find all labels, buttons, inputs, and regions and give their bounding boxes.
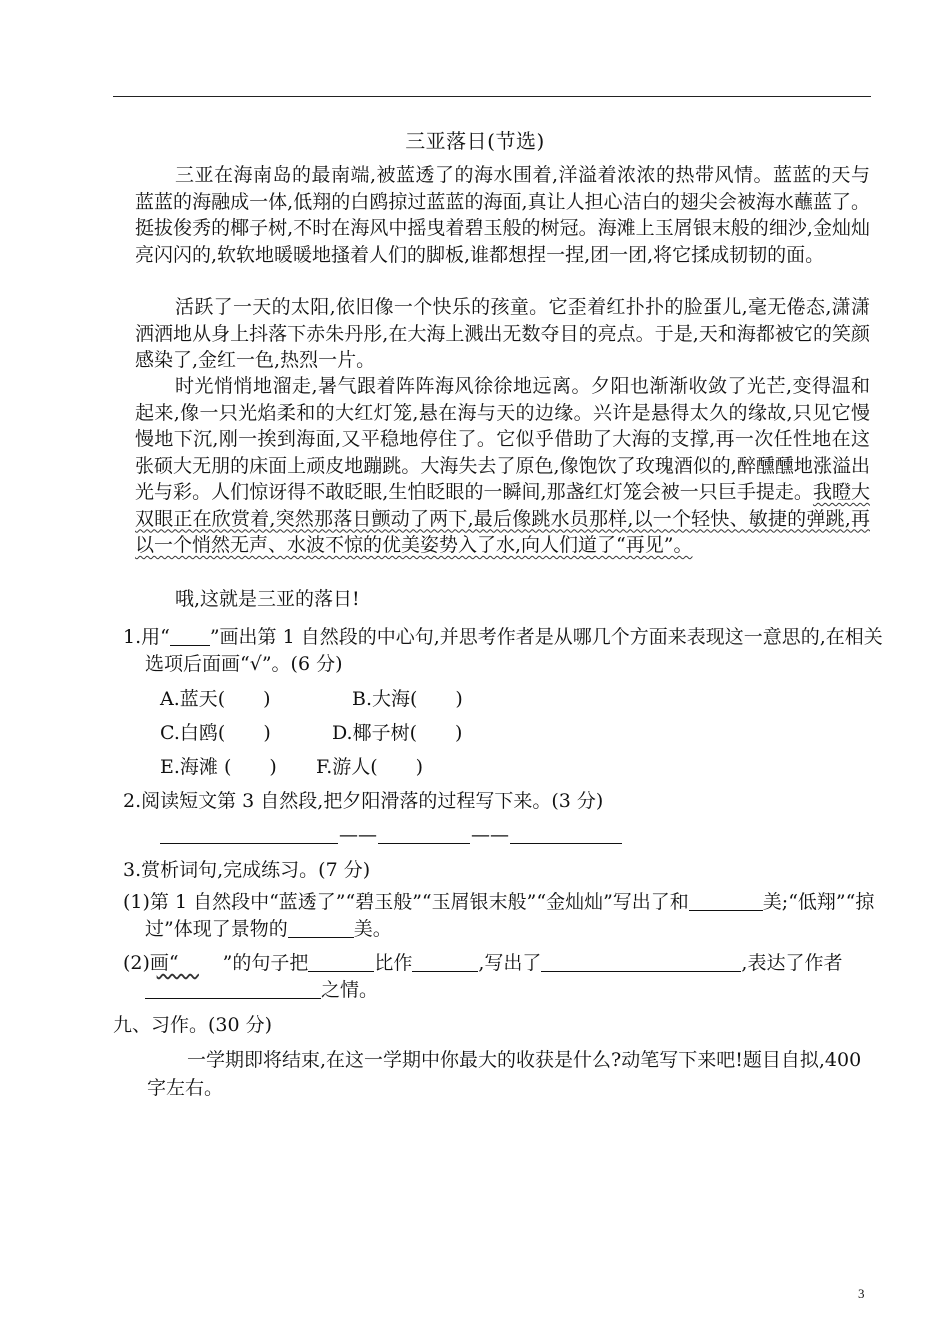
paragraph-2: 活跃了一天的太阳,依旧像一个快乐的孩童。它歪着红扑扑的脸蛋儿,毫无倦态,潇潇洒洒地从身上抖落下赤朱丹彤,在大海上溅出无数夺目的亮点。于是,天和海都被它的笑颜感染了,金红一色,热烈一片。 bbox=[135, 296, 870, 371]
underline-sample-blank bbox=[170, 625, 210, 646]
option-a[interactable]: A.蓝天( ) bbox=[160, 688, 271, 710]
answer-blank-3-2-a[interactable] bbox=[308, 951, 374, 972]
question-3-1-text-a: (1)第 1 自然段中“蓝透了”“碧玉般”“玉屑银末般”“金灿灿”写出了和 bbox=[123, 891, 689, 913]
section-9-heading: 九、习作。(30 分) bbox=[113, 1014, 273, 1036]
paragraph-4: 哦,这就是三亚的落日! bbox=[175, 588, 360, 610]
answer-blank-3-2-c[interactable] bbox=[541, 951, 741, 972]
section-9-prompt: 一学期即将结束,在这一学期中你最大的收获是什么?动笔写下来吧!题目自拟,400 字左右。 bbox=[147, 1049, 862, 1099]
wavy-line-sample bbox=[179, 953, 223, 971]
option-d[interactable]: D.椰子树( ) bbox=[332, 722, 463, 744]
passage-title: 三亚落日(节选) bbox=[405, 129, 545, 153]
answer-blank-3-1-b[interactable] bbox=[288, 917, 354, 938]
question-1 bbox=[123, 624, 895, 678]
question-3-2-text-f: 之情。 bbox=[321, 979, 379, 1001]
page-number: 3 bbox=[858, 1286, 865, 1301]
question-3-2-text-e: ,表达了作者 bbox=[741, 952, 843, 974]
answer-blank-3-2-d[interactable] bbox=[145, 978, 321, 999]
question-1-text-end: ”画出第 1 自然段的中心句,并思考作者是从哪几个方面来表现这一意思的,在相关选项后面画“√”。(6 分) bbox=[145, 626, 883, 675]
question-3: 3.赏析词句,完成练习。(7 分) bbox=[123, 859, 371, 881]
question-3-2-text-d: ,写出了 bbox=[478, 952, 542, 974]
question-3-2-text-c: 比作 bbox=[374, 952, 413, 974]
answer-blank-3-1-a[interactable] bbox=[689, 890, 763, 911]
option-b[interactable]: B.大海( ) bbox=[352, 688, 463, 710]
answer-blank-3[interactable] bbox=[510, 823, 622, 844]
question-2: 2.阅读短文第 3 自然段,把夕阳滑落的过程写下来。(3 分) bbox=[123, 790, 604, 812]
answer-blank-3-2-b[interactable] bbox=[412, 951, 478, 972]
option-e[interactable]: E.海滩 ( ) bbox=[160, 756, 277, 778]
wavy-underlined-sentence: 我瞪大双眼正在欣赏着,突然那落日颤动了两下,最后像跳水员那样,以一个轻快、敏捷的弹跳,再以一个悄然无声、水波不惊的优美姿势入了水,向人们道了“再见”。 bbox=[135, 481, 870, 556]
paragraph-3-text: 时光悄悄地溜走,暑气跟着阵阵海风徐徐地远离。夕阳也渐渐收敛了光芒,变得温和起来,像一只光焰柔和的大红灯笼,悬在海与天的边缘。兴许是悬得太久的缘故,只见它慢慢地下沉,刚一挨到海面,又平稳地停住了。它似乎借助了大海的支撑,再一次任性地在这张硕大无朋的床面上顽皮地蹦跳。大海失去了原色,像饱饮了玫瑰酒似的,醉醺醺地涨溢出光与彩。人们惊讶得不敢眨眼,生怕眨眼的一瞬间,那盏红灯笼会被一只巨手提走。 bbox=[135, 375, 870, 503]
question-3-2-text-a: (2)画“ bbox=[123, 952, 179, 974]
question-3-part-2 bbox=[123, 950, 895, 1004]
header-rule bbox=[113, 96, 871, 97]
paragraph-3 bbox=[135, 373, 870, 559]
dash-separator-1: —— bbox=[339, 824, 377, 846]
question-3-2-text-b: ”的句子把 bbox=[222, 952, 309, 974]
answer-blank-2[interactable] bbox=[378, 823, 470, 844]
question-3-part-1 bbox=[123, 889, 895, 943]
question-1-text-start: 1.用“ bbox=[123, 626, 170, 648]
question-3-1-text-b: 美;“低翔”“掠过”体现了景物的 bbox=[145, 891, 875, 940]
option-c[interactable]: C.白鸥( ) bbox=[160, 722, 271, 744]
question-2-answer-line bbox=[160, 822, 880, 849]
answer-blank-1[interactable] bbox=[160, 823, 338, 844]
option-f[interactable]: F.游人( ) bbox=[316, 756, 424, 778]
dash-separator-2: —— bbox=[471, 824, 509, 846]
question-3-1-text-c: 美。 bbox=[353, 918, 392, 940]
paragraph-1: 三亚在海南岛的最南端,被蓝透了的海水围着,洋溢着浓浓的热带风情。蓝蓝的天与蓝蓝的海融成一体,低翔的白鸥掠过蓝蓝的海面,真让人担心洁白的翅尖会被海水蘸蓝了。挺拔俊秀的椰子树,不时在海风中摇曳着碧玉般的树冠。海滩上玉屑银末般的细沙,金灿灿亮闪闪的,软软地暖暖地搔着人们的脚板,谁都想捏一捏,团一团,将它揉成韧韧的面。 bbox=[135, 164, 870, 266]
